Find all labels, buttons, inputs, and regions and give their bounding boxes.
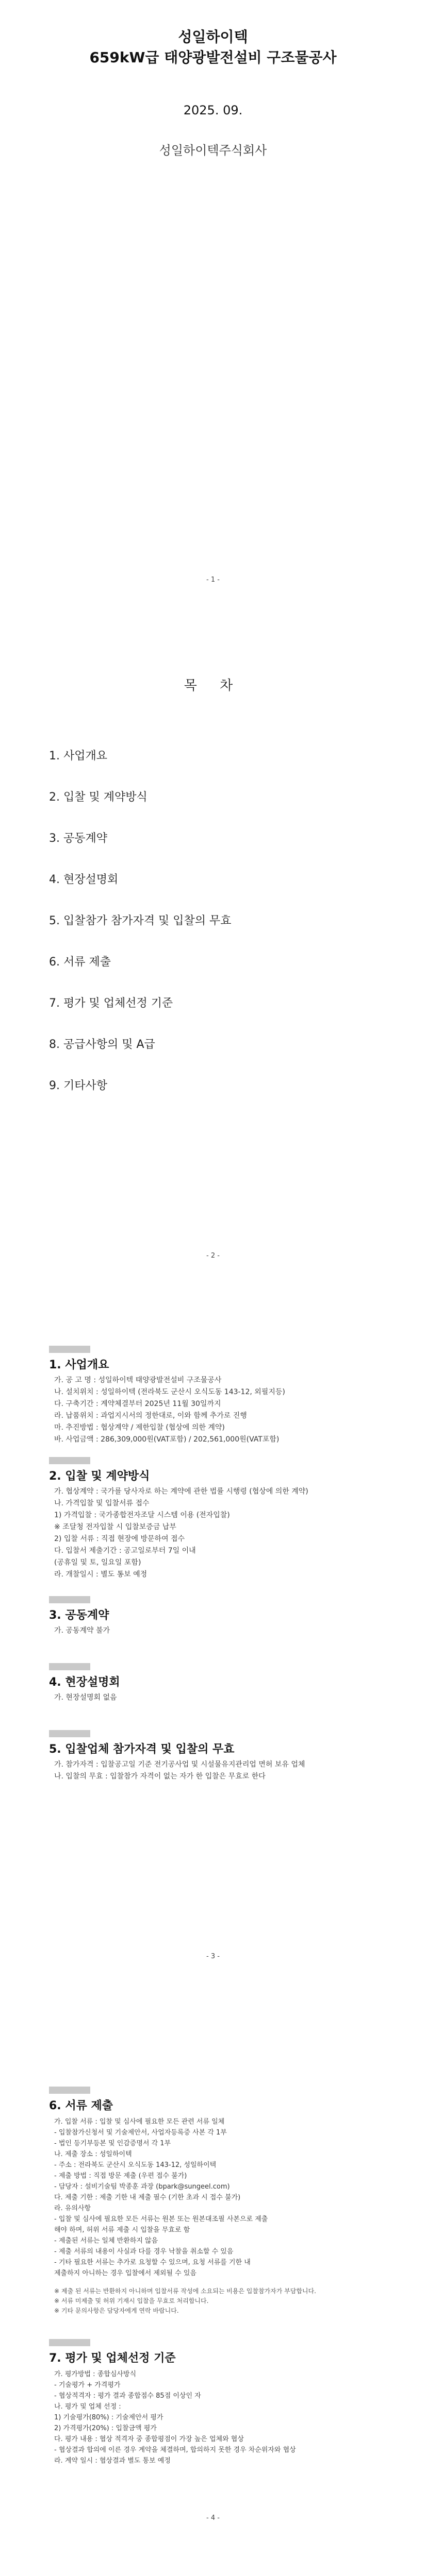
- body-line: 마. 추진방법 : 협상계약 / 제한입찰 (협상에 의한 계약): [54, 1423, 225, 1432]
- body-line: 2) 가격평가(20%) : 입찰금액 평가: [54, 2425, 157, 2432]
- body-line: - 담당자 : 설비기술팀 박종훈 과장 (bpark@sungeel.com): [54, 2183, 230, 2191]
- body-line: 1) 기술평가(80%) : 기술제안서 평가: [54, 2414, 163, 2421]
- body-line: (공휴일 및 토, 일요일 포함): [54, 1558, 141, 1567]
- section-heading: 1. 사업개요: [49, 1359, 109, 1371]
- body-line: - 협상적격자 : 평가 결과 종합점수 85점 이상인 자: [54, 2392, 201, 2400]
- body-line: 다. 입찰서 제출기간 : 공고일로부터 7일 이내: [54, 1547, 196, 1555]
- section-body: [54, 1759, 405, 1783]
- toc-item: 7. 평가 및 업체선정 기준: [49, 997, 173, 1010]
- section-body: [54, 2369, 405, 2466]
- note-line: ※ 기타 문의사항은 담당자에게 연락 바랍니다.: [54, 2307, 179, 2314]
- section-bar: [49, 1596, 90, 1603]
- body-line: 2) 입찰 서류 : 직접 현장에 방문하여 접수: [54, 1535, 185, 1543]
- body-line: - 주소 : 전라북도 군산시 오식도동 143-12, 성일하이텍: [54, 2161, 217, 2169]
- section-bar: [49, 1663, 90, 1670]
- section-body: [54, 1692, 405, 1704]
- body-line: 나. 설치위치 : 성일하이텍 (전라북도 군산시 오식도동 143-12, 외필지등): [54, 1388, 285, 1396]
- body-line: 가. 협상계약 : 국가를 당사자로 하는 계약에 관한 법률 시행령 (협상에 의한 계약): [54, 1487, 308, 1496]
- body-line: - 제출 서류의 내용이 사실과 다를 경우 낙찰을 취소할 수 있음: [54, 2248, 234, 2256]
- cover-company-title: 성일하이텍: [178, 28, 248, 45]
- page-number: - 3 -: [206, 1953, 220, 1960]
- body-line: 가. 공동계약 불가: [54, 1626, 110, 1635]
- body-line: 라. 계약 일시 : 협상결과 별도 통보 예정: [54, 2457, 171, 2465]
- section-bar: [49, 2339, 90, 2346]
- body-line: 나. 입찰의 무효 : 입찰참가 자격이 없는 자가 한 입찰은 무효로 한다: [54, 1772, 266, 1781]
- section-heading: 3. 공동계약: [49, 1609, 109, 1622]
- toc-item: 8. 공급사항의 및 A급: [49, 1038, 155, 1051]
- body-line: - 제출 방법 : 직접 방문 제출 (우편 접수 불가): [54, 2172, 187, 2180]
- body-line: 바. 사업금액 : 286,309,000원(VAT포함) / 202,561,000원(VAT포함): [54, 1435, 280, 1444]
- toc-item: 1. 사업개요: [49, 750, 107, 762]
- section-body: [54, 2116, 405, 2279]
- body-line: 제출하지 아니하는 경우 입찰에서 제외될 수 있음: [54, 2269, 196, 2277]
- toc-item: 3. 공동계약: [49, 832, 107, 845]
- toc-item: 5. 입찰참가 참가자격 및 입찰의 무효: [49, 914, 232, 927]
- section-heading: 5. 입찰업체 참가자격 및 입찰의 무효: [49, 1743, 235, 1756]
- page-number: - 4 -: [206, 2514, 220, 2522]
- section-bar: [49, 2087, 90, 2094]
- note-line: ※ 서류 미제출 및 허위 기재시 입찰을 무효로 처리합니다.: [54, 2297, 209, 2304]
- body-line: ※ 조달청 전자입찰 시 입찰보증금 납부: [54, 1523, 176, 1531]
- toc-item: 2. 입찰 및 계약방식: [49, 791, 148, 804]
- section-bar: [49, 1346, 90, 1353]
- body-line: - 제출된 서류는 일체 반환하지 않음: [54, 2237, 158, 2245]
- body-line: 1) 가격입찰 : 국가종합전자조달 시스템 이용 (전자입찰): [54, 1511, 230, 1519]
- body-line: 가. 현장설명회 없음: [54, 1693, 117, 1702]
- body-line: 나. 평가 및 업체 선정 :: [54, 2403, 121, 2411]
- body-line: 나. 제출 장소 : 성일하이텍: [54, 2150, 132, 2158]
- body-line: - 입찰 및 심사에 필요한 모든 서류는 원본 또는 원본대조필 사본으로 제출: [54, 2215, 268, 2223]
- body-line: 나. 가격입찰 및 입찰서류 접수: [54, 1499, 150, 1507]
- body-line: - 협상결과 합의에 이른 경우 계약을 체결하며, 합의하지 못한 경우 차순위자와 협상: [54, 2446, 296, 2454]
- toc-item: 4. 현장설명회: [49, 873, 119, 886]
- section-heading: 4. 현장설명회: [49, 1676, 120, 1689]
- section-bar: [49, 1457, 90, 1464]
- section-body: [54, 1375, 405, 1446]
- body-line: 다. 제출 기한 : 제출 기한 내 제출 필수 (기한 초과 시 접수 불가): [54, 2194, 241, 2201]
- section-body: [54, 1486, 405, 1581]
- body-line: 가. 입찰 서류 : 입찰 및 심사에 필요한 모든 관련 서류 일체: [54, 2118, 225, 2126]
- body-line: - 입찰참가신청서 및 기술제안서, 사업자등록증 사본 각 1부: [54, 2129, 227, 2137]
- body-line: 라. 유의사항: [54, 2205, 91, 2212]
- section-notes: [54, 2286, 405, 2316]
- body-line: 가. 참가자격 : 입찰공고일 기준 전기공사업 및 시설물유지관리업 면허 보유 업체: [54, 1760, 305, 1769]
- body-line: - 기술평가 + 가격평가: [54, 2381, 121, 2389]
- page-number: - 1 -: [206, 576, 220, 584]
- cover-company: 성일하이텍주식회사: [159, 143, 267, 158]
- body-line: 라. 개찰일시 : 별도 통보 예정: [54, 1570, 148, 1579]
- body-line: 해야 하며, 허위 서류 제출 시 입찰을 무효로 함: [54, 2226, 190, 2234]
- toc-item: 9. 기타사항: [49, 1079, 107, 1092]
- section-body: [54, 1625, 405, 1637]
- body-line: 다. 평가 내용 : 협상 적격자 중 종합평점이 가장 높은 업체와 협상: [54, 2435, 244, 2443]
- body-line: - 법인 등기부등본 및 인감증명서 각 1부: [54, 2140, 171, 2147]
- body-line: - 기타 필요한 서류는 추가로 요청할 수 있으며, 요청 서류를 기한 내: [54, 2259, 251, 2266]
- cover-project-title: 659kW급 태양광발전설비 구조물공사: [89, 49, 337, 66]
- section-heading: 6. 서류 제출: [49, 2099, 113, 2112]
- cover-date: 2025. 09.: [183, 103, 243, 117]
- section-heading: 2. 입찰 및 계약방식: [49, 1470, 150, 1483]
- note-line: ※ 제출 된 서류는 반환하지 아니하며 입찰서류 작성에 소요되는 비용은 입찰참가자가 부담합니다.: [54, 2287, 316, 2295]
- body-line: 가. 공 고 명 : 성일하이텍 태양광발전설비 구조물공사: [54, 1376, 222, 1384]
- section-heading: 7. 평가 및 업체선정 기준: [49, 2352, 176, 2365]
- toc-title: 목 차: [184, 678, 242, 693]
- section-bar: [49, 1730, 90, 1737]
- body-line: 가. 평가방법 : 종합심사방식: [54, 2370, 137, 2378]
- body-line: 라. 납품위치 : 과업지시서의 정한대로, 이와 함께 추가로 진행: [54, 1412, 247, 1420]
- toc-item: 6. 서류 제출: [49, 956, 111, 969]
- body-line: 다. 구축기간 : 계약체결부터 2025년 11월 30일까지: [54, 1400, 221, 1408]
- page-number: - 2 -: [206, 1252, 220, 1260]
